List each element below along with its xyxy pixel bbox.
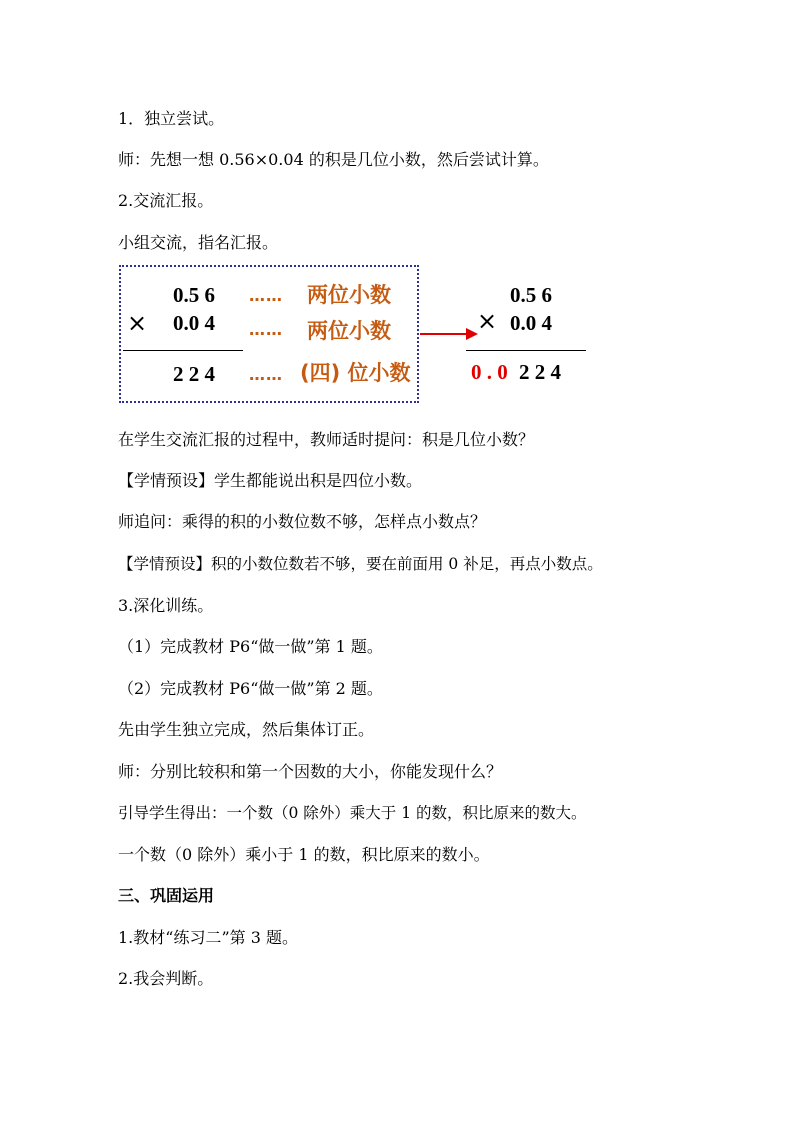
factor-2: 0.0 4 [173,311,215,335]
teacher-question: 在学生交流汇报的过程中，教师适时提问：积是几位小数？ [118,430,535,449]
instruction: 先由学生独立完成，然后集体订正。 [118,720,375,739]
exercise-2: （2）完成教材 P6“做一做”第 2 题。 [118,679,383,698]
preset-answer-2: 【学情预设】积的小数位数若不够，要在前面用 0 补足，再点小数点。 [118,555,603,573]
exercise-1: （1）完成教材 P6“做一做”第 1 题。 [118,637,383,656]
note-two-decimals-2: 两位小数 [307,319,391,343]
teacher-prompt: 师：先想一想 0.56×0.04 的积是几位小数，然后尝试计算。 [118,150,549,169]
note-four-decimals: (四) 位小数 [300,361,411,385]
practice-2: 2.我会判断。 [118,969,214,988]
product: 2 2 4 [173,362,215,386]
result-multiply-sign: × [477,307,498,335]
result-factor-1: 0.5 6 [510,283,552,307]
conclusion-2: 一个数（0 除外）乘小于 1 的数，积比原来的数小。 [118,845,490,864]
section-3-heading: 三、巩固运用 [118,886,215,905]
practice-1: 1.教材“练习二”第 3 题。 [118,928,298,947]
conclusion-1: 引导学生得出：一个数（0 除外）乘大于 1 的数，积比原来的数大。 [118,804,587,822]
note-two-decimals-1: 两位小数 [307,283,391,307]
result-zero-prefix: 0 . 0 [471,360,508,384]
leader-dots-2: …… [249,320,283,339]
teacher-compare: 师：分别比较积和第一个因数的大小，你能发现什么？ [118,762,503,781]
group-report: 小组交流，指名汇报。 [118,233,279,252]
leader-dots-3: …… [249,365,283,384]
result-factor-2: 0.0 4 [510,311,552,335]
preset-answer-1: 【学情预设】学生都能说出积是四位小数。 [118,471,423,490]
result-product: 2 2 4 [519,360,561,384]
arrow-right-icon [420,324,480,344]
step-2-heading: 2.交流汇报。 [118,191,214,210]
calc-divider [123,350,243,351]
multiply-sign: × [127,309,148,337]
factor-1: 0.5 6 [173,283,215,307]
teacher-follow-up: 师追问：乘得的积的小数位数不够，怎样点小数点？ [118,512,487,531]
step-1-heading: 1．独立尝试。 [118,109,225,128]
leader-dots-1: …… [249,286,283,305]
step-3-heading: 3.深化训练。 [118,596,214,615]
result-divider [466,350,586,351]
